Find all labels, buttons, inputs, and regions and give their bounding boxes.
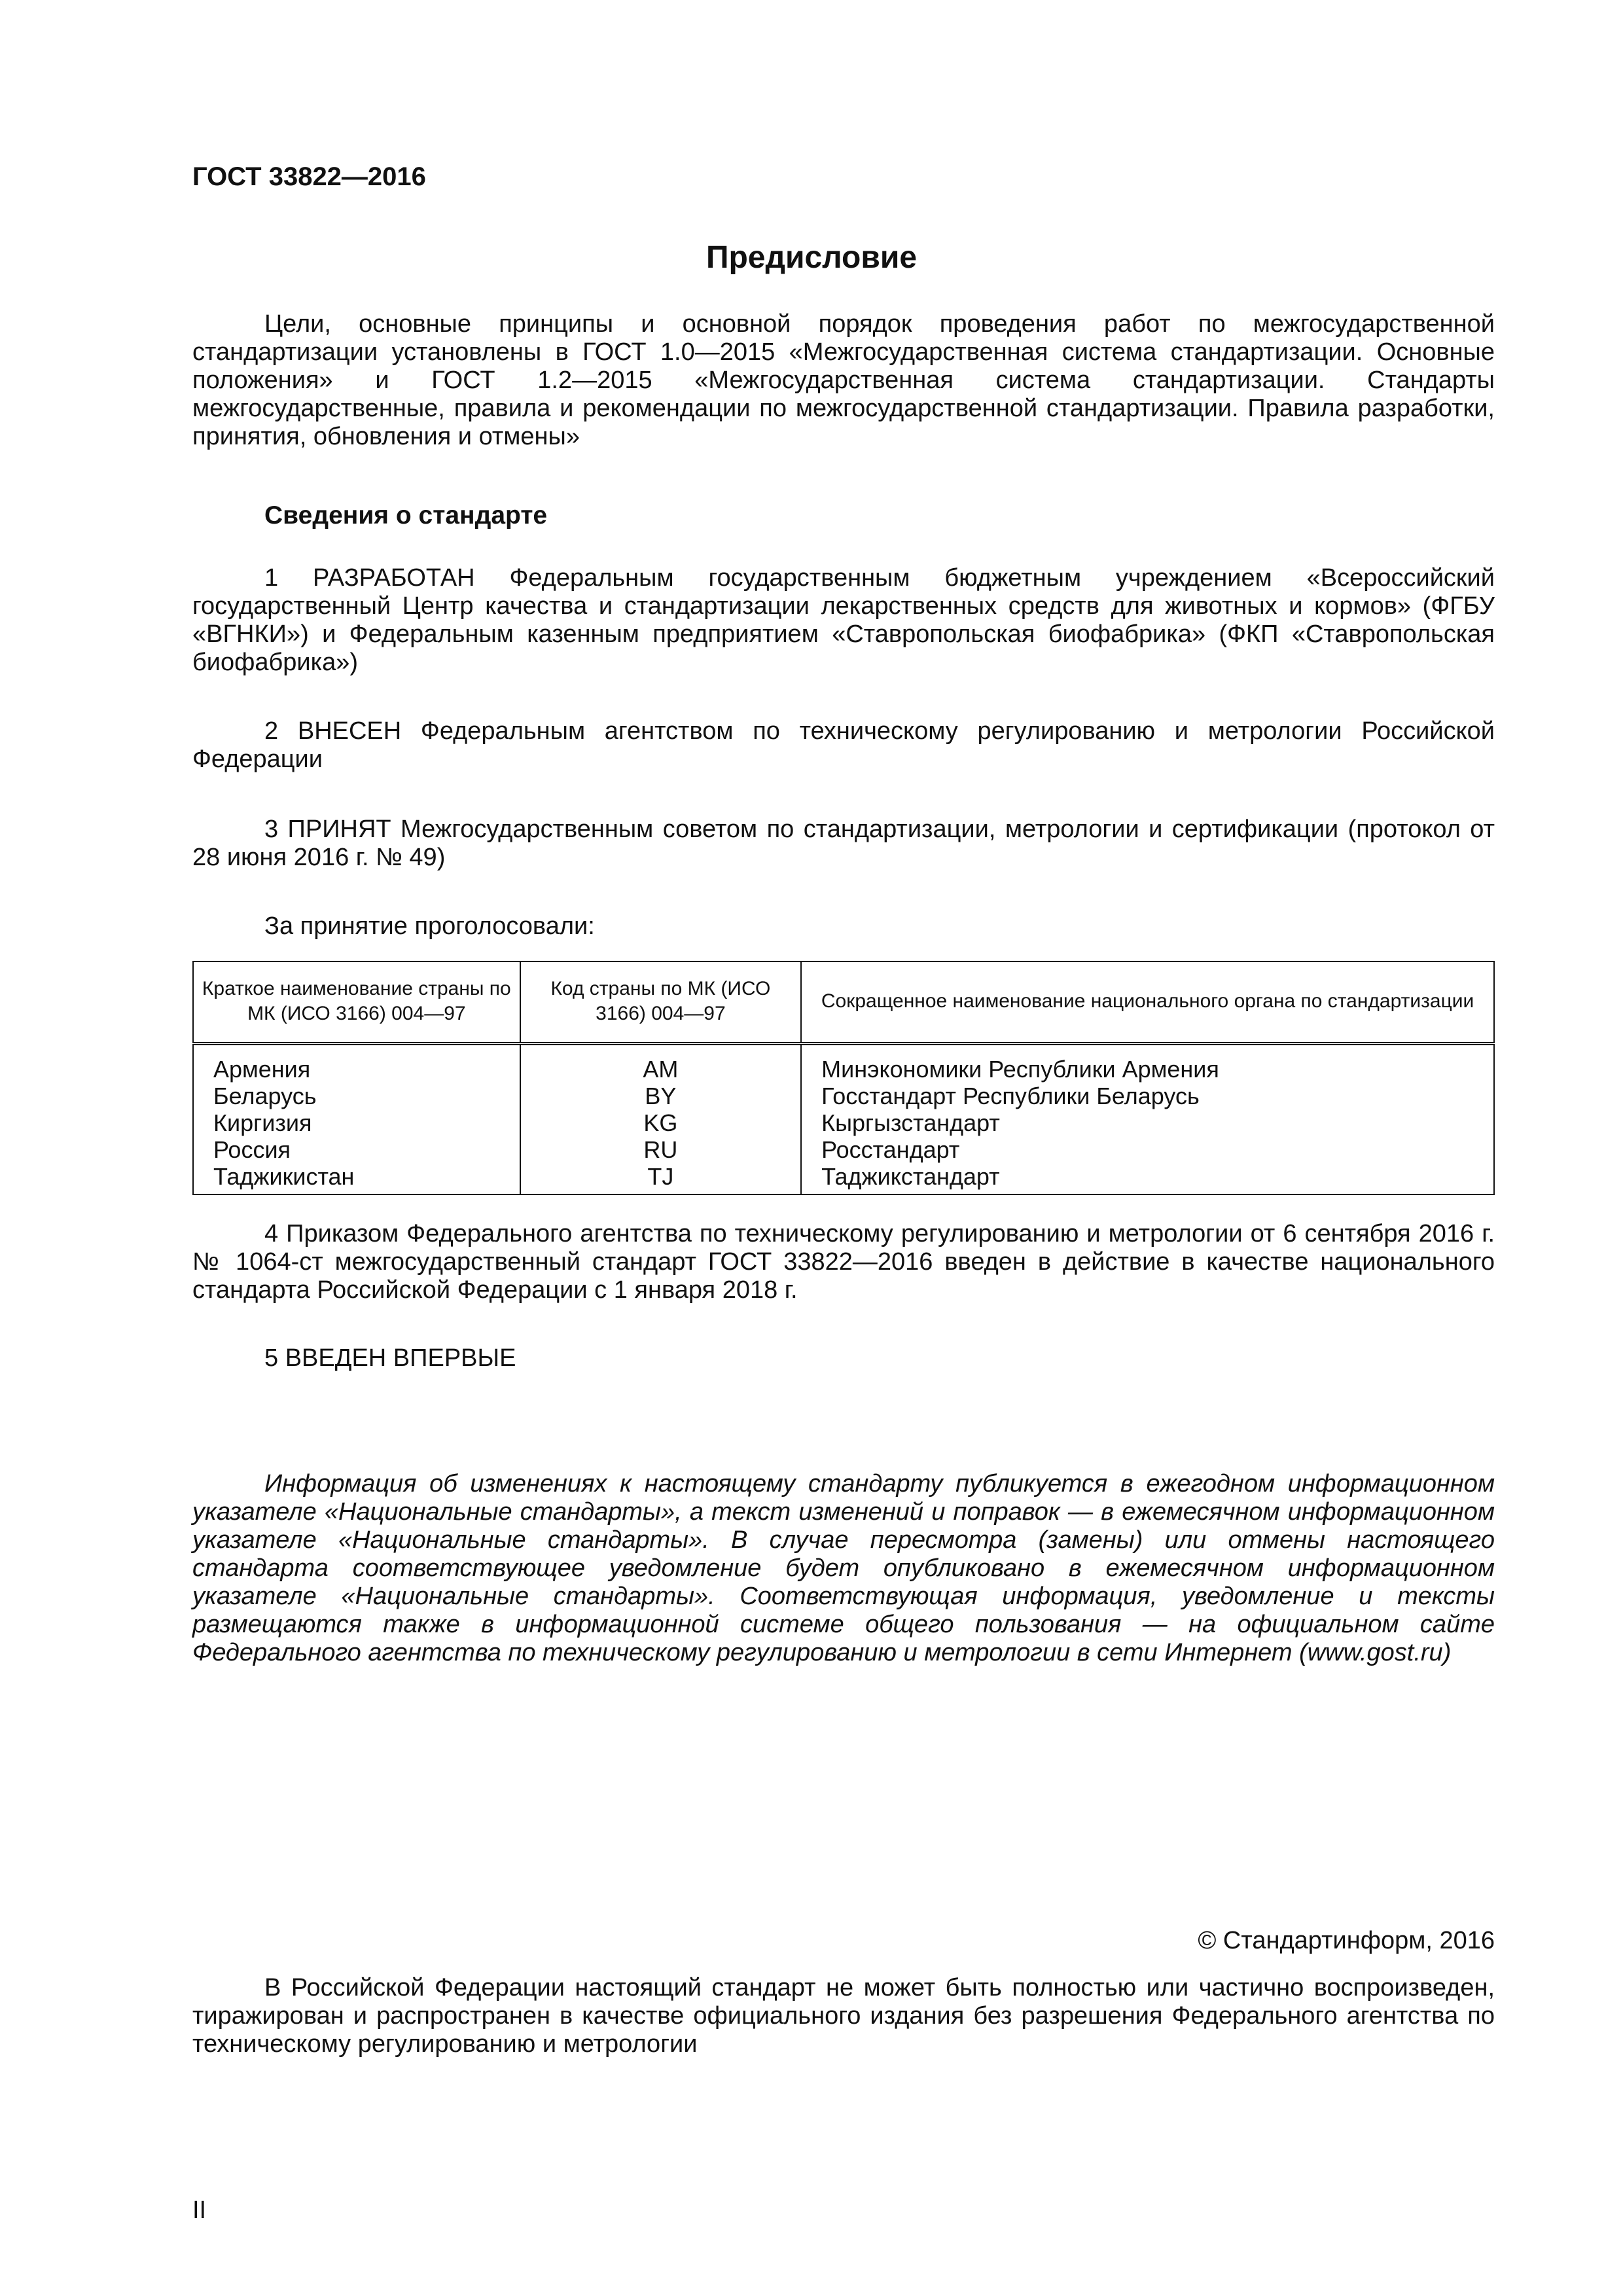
table-row bbox=[193, 1109, 1494, 1136]
table-row bbox=[193, 1044, 1494, 1083]
table-header-row bbox=[193, 961, 1494, 1044]
countries-table bbox=[192, 961, 1495, 1195]
copyright-line: © Стандартинформ, 2016 bbox=[1198, 1927, 1495, 1954]
standards-body-cell: Таджикстандарт bbox=[801, 1163, 1494, 1194]
country-code-cell: TJ bbox=[520, 1163, 802, 1194]
reproduction-notice: В Российской Федерации настоящий стандарт не может быть полностью или частично воспроизведен, тиражирован и распространен в качестве официального издания без разрешения Федерального агентства по техническому регулированию и метрологии bbox=[192, 1974, 1495, 2058]
country-code-cell: BY bbox=[520, 1083, 802, 1109]
item-2-paragraph: 2 ВНЕСЕН Федеральным агентством по техническому регулированию и метрологии Российской Федерации bbox=[192, 717, 1495, 773]
page-title: Предисловие bbox=[705, 240, 918, 275]
country-code-cell: KG bbox=[520, 1109, 802, 1136]
item-3-paragraph: 3 ПРИНЯТ Межгосударственным советом по стандартизации, метрологии и сертификации (протокол от 28 июня 2016 г. № 49) bbox=[192, 816, 1495, 871]
header-country-name: Краткое наименование страны по МК (ИСО 3166) 004—97 bbox=[202, 978, 511, 1024]
info-paragraph: Информация об изменениях к настоящему стандарту публикуется в ежегодном информационном указателе «Национальные стандарты», а текст изменений и поправок — в ежемесячном информационном указателе «Национальные стандарты». В случае пересмотра (замены) или отмены настоящего стандарта соответствующее уведомление будет опубликовано в ежемесячном информационном указателе «Национальные стандарты». Соответствующая информация, уведомление и тексты размещаются также в информационной системе общего пользования — на официальном сайте Федерального агентства по техническому регулированию и метрологии в сети Интернет (www.gost.ru) bbox=[192, 1470, 1495, 1666]
item-5-line: 5 ВВЕДЕН ВПЕРВЫЕ bbox=[264, 1344, 516, 1372]
standards-body-cell: Кыргызстандарт bbox=[801, 1109, 1494, 1136]
table-row bbox=[193, 1163, 1494, 1194]
standards-body-cell: Минэкономики Республики Армения bbox=[801, 1044, 1494, 1083]
standards-body-cell: Госстандарт Республики Беларусь bbox=[801, 1083, 1494, 1109]
page-number: II bbox=[192, 2197, 207, 2224]
table-row bbox=[193, 1136, 1494, 1163]
country-name-cell: Киргизия bbox=[213, 1109, 312, 1136]
country-code-cell: AM bbox=[520, 1044, 802, 1083]
header-standards-body: Сокращенное наименование национального органа по стандартизации bbox=[801, 961, 1494, 1044]
table-row bbox=[193, 1083, 1494, 1109]
item-4-paragraph: 4 Приказом Федерального агентства по техническому регулированию и метрологии от 6 сентября 2016 г. № 1064-ст межгосударственный стандарт ГОСТ 33822—2016 введен в действие в качестве национального стандарта Российской Федерации с 1 января 2018 г. bbox=[192, 1220, 1495, 1304]
country-name-cell: Таджикистан bbox=[213, 1163, 355, 1190]
item-1-paragraph: 1 РАЗРАБОТАН Федеральным государственным бюджетным учреждением «Всероссийский государственный Центр качества и стандартизации лекарственных средств для животных и кормов» (ФГБУ «ВГНКИ») и Федеральным казенным предприятием «Ставропольская биофабрика» (ФКП «Ставропольская биофабрика») bbox=[192, 564, 1495, 676]
voted-label: За принятие проголосовали: bbox=[264, 912, 595, 940]
intro-paragraph: Цели, основные принципы и основной порядок проведения работ по межгосударственной стандартизации установлены в ГОСТ 1.0—2015 «Межгосударственная система стандартизации. Основные положения» и ГОСТ 1.2—2015 «Межгосударственная система стандартизации. Стандарты межгосударственные, правила и рекомендации по межгосударственной стандартизации. Правила разработки, принятия, обновления и отмены» bbox=[192, 310, 1495, 450]
country-code-cell: RU bbox=[520, 1136, 802, 1163]
country-name-cell: Армения bbox=[213, 1056, 311, 1083]
standards-body-cell: Росстандарт bbox=[801, 1136, 1494, 1163]
country-name-cell: Россия bbox=[213, 1136, 291, 1163]
country-name-cell: Беларусь bbox=[213, 1083, 317, 1109]
header-country-code: Код страны по МК (ИСО 3166) 004—97 bbox=[520, 961, 802, 1044]
section-subheading: Сведения о стандарте bbox=[264, 501, 548, 529]
document-header: ГОСТ 33822—2016 bbox=[192, 162, 426, 191]
